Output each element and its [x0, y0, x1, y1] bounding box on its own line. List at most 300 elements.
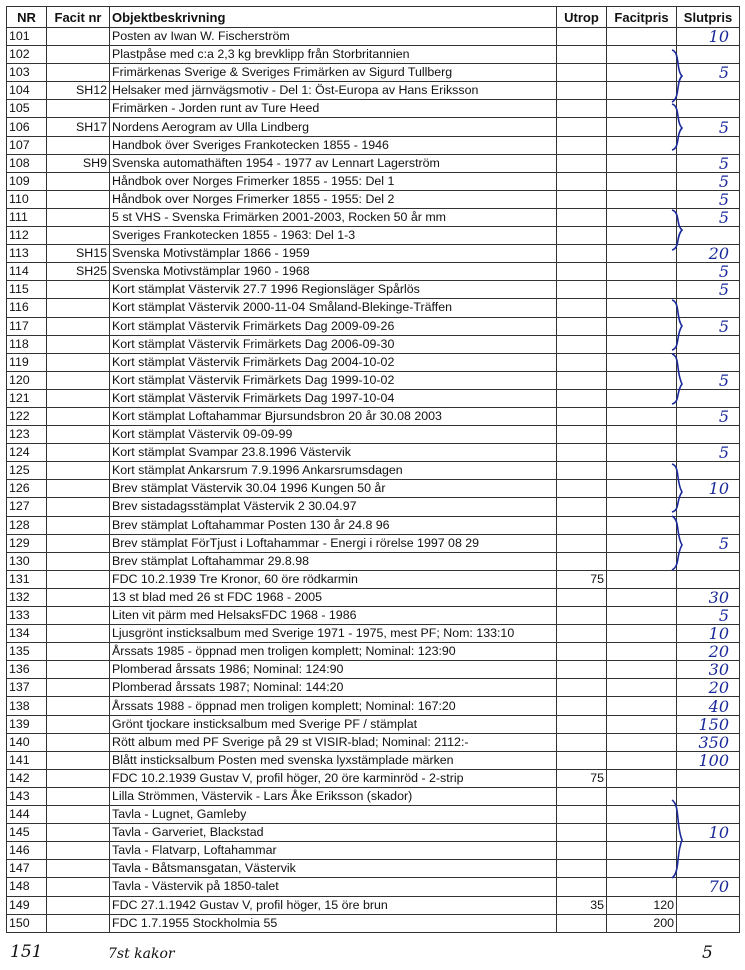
- cell-utrop: 75: [557, 769, 607, 787]
- cell-utrop: [557, 389, 607, 407]
- cell-objektbeskrivning: Svenska Motivstämplar 1866 - 1959: [110, 245, 557, 263]
- header-nr: NR: [7, 7, 47, 28]
- table-row: [7, 245, 740, 263]
- cell-facit-nr: [47, 28, 110, 46]
- cell-slutpris: 5: [677, 371, 740, 389]
- cell-facitpris: [607, 136, 677, 154]
- cell-facit-nr: [47, 208, 110, 226]
- cell-slutpris: 5: [677, 172, 740, 190]
- footer-lot-number: 151: [10, 942, 43, 962]
- cell-utrop: [557, 534, 607, 552]
- cell-objektbeskrivning: Tavla - Garveriet, Blackstad: [110, 824, 557, 842]
- cell-facitpris: [607, 426, 677, 444]
- cell-objektbeskrivning: Helsaker med järnvägsmotiv - Del 1: Öst-Europa av Hans Eriksson: [110, 82, 557, 100]
- cell-objektbeskrivning: Brev stämplat Västervik 30.04 1996 Kungen 50 år: [110, 480, 557, 498]
- table-row: [7, 407, 740, 425]
- cell-facitpris: [607, 245, 677, 263]
- cell-objektbeskrivning: Grönt tjockare insticksalbum med Sverige PF / stämplat: [110, 715, 557, 733]
- table-row: [7, 208, 740, 226]
- cell-utrop: [557, 751, 607, 769]
- cell-facit-nr: [47, 806, 110, 824]
- cell-slutpris: 5: [677, 281, 740, 299]
- cell-facit-nr: [47, 100, 110, 118]
- cell-slutpris: 5: [677, 190, 740, 208]
- table-row: [7, 625, 740, 643]
- table-row: [7, 28, 740, 46]
- cell-nr: 101: [7, 28, 47, 46]
- table-row: [7, 914, 740, 932]
- cell-utrop: [557, 100, 607, 118]
- cell-facit-nr: [47, 824, 110, 842]
- cell-objektbeskrivning: Rött album med PF Sverige på 29 st VISIR-blad; Nominal: 2112:-: [110, 733, 557, 751]
- cell-utrop: [557, 860, 607, 878]
- cell-slutpris: [677, 860, 740, 878]
- cell-nr: 114: [7, 263, 47, 281]
- cell-facit-nr: [47, 317, 110, 335]
- cell-slutpris: 100: [677, 751, 740, 769]
- cell-slutpris: 5: [677, 154, 740, 172]
- cell-objektbeskrivning: Kort stämplat Västervik Frimärkets Dag 2006-09-30: [110, 335, 557, 353]
- table-row: [7, 733, 740, 751]
- table-row: [7, 227, 740, 245]
- cell-slutpris: [677, 552, 740, 570]
- cell-facit-nr: [47, 299, 110, 317]
- cell-objektbeskrivning: Lilla Strömmen, Västervik - Lars Åke Eriksson (skador): [110, 787, 557, 805]
- cell-facitpris: [607, 498, 677, 516]
- cell-slutpris: 30: [677, 588, 740, 606]
- cell-facit-nr: [47, 335, 110, 353]
- cell-nr: 112: [7, 227, 47, 245]
- cell-slutpris: 5: [677, 317, 740, 335]
- cell-utrop: [557, 733, 607, 751]
- cell-facitpris: [607, 28, 677, 46]
- table-row: [7, 679, 740, 697]
- cell-nr: 130: [7, 552, 47, 570]
- table-row: [7, 444, 740, 462]
- table-row: [7, 100, 740, 118]
- cell-facitpris: [607, 281, 677, 299]
- cell-facitpris: [607, 335, 677, 353]
- table-row: [7, 426, 740, 444]
- cell-facit-nr: [47, 878, 110, 896]
- cell-facitpris: [607, 824, 677, 842]
- cell-facit-nr: [47, 733, 110, 751]
- cell-facitpris: [607, 299, 677, 317]
- cell-slutpris: 40: [677, 697, 740, 715]
- cell-facitpris: [607, 733, 677, 751]
- cell-facitpris: 120: [607, 896, 677, 914]
- cell-nr: 110: [7, 190, 47, 208]
- cell-facitpris: [607, 769, 677, 787]
- cell-nr: 149: [7, 896, 47, 914]
- cell-facitpris: [607, 100, 677, 118]
- cell-facit-nr: [47, 46, 110, 64]
- cell-facitpris: [607, 462, 677, 480]
- cell-nr: 104: [7, 82, 47, 100]
- cell-utrop: [557, 824, 607, 842]
- cell-nr: 118: [7, 335, 47, 353]
- table-row: [7, 715, 740, 733]
- cell-facitpris: [607, 860, 677, 878]
- cell-utrop: [557, 516, 607, 534]
- cell-facitpris: 200: [607, 914, 677, 932]
- cell-facitpris: [607, 552, 677, 570]
- cell-objektbeskrivning: Årssats 1988 - öppnad men troligen komplett; Nominal: 167:20: [110, 697, 557, 715]
- cell-slutpris: [677, 896, 740, 914]
- cell-slutpris: 5: [677, 208, 740, 226]
- cell-utrop: [557, 878, 607, 896]
- cell-nr: 103: [7, 64, 47, 82]
- cell-facit-nr: [47, 715, 110, 733]
- cell-utrop: 35: [557, 896, 607, 914]
- cell-slutpris: [677, 299, 740, 317]
- cell-utrop: [557, 679, 607, 697]
- cell-slutpris: [677, 100, 740, 118]
- table-row: [7, 552, 740, 570]
- cell-nr: 109: [7, 172, 47, 190]
- cell-utrop: [557, 552, 607, 570]
- cell-objektbeskrivning: Tavla - Lugnet, Gamleby: [110, 806, 557, 824]
- cell-utrop: [557, 353, 607, 371]
- cell-nr: 126: [7, 480, 47, 498]
- cell-facitpris: [607, 480, 677, 498]
- cell-slutpris: [677, 498, 740, 516]
- cell-nr: 146: [7, 842, 47, 860]
- cell-facitpris: [607, 190, 677, 208]
- cell-slutpris: [677, 389, 740, 407]
- cell-nr: 131: [7, 570, 47, 588]
- cell-facit-nr: [47, 787, 110, 805]
- cell-objektbeskrivning: Kort stämplat Västervik Frimärkets Dag 1997-10-04: [110, 389, 557, 407]
- cell-facit-nr: [47, 190, 110, 208]
- cell-facit-nr: [47, 407, 110, 425]
- table-row: [7, 281, 740, 299]
- cell-utrop: [557, 625, 607, 643]
- cell-facit-nr: [47, 679, 110, 697]
- cell-utrop: [557, 118, 607, 136]
- cell-objektbeskrivning: Blått insticksalbum Posten med svenska lyxstämplade märken: [110, 751, 557, 769]
- cell-utrop: [557, 64, 607, 82]
- cell-facitpris: [607, 407, 677, 425]
- cell-facit-nr: [47, 498, 110, 516]
- cell-nr: 137: [7, 679, 47, 697]
- cell-nr: 116: [7, 299, 47, 317]
- cell-utrop: [557, 227, 607, 245]
- cell-utrop: [557, 299, 607, 317]
- cell-nr: 134: [7, 625, 47, 643]
- cell-nr: 115: [7, 281, 47, 299]
- table-row: [7, 534, 740, 552]
- cell-objektbeskrivning: Kort stämplat Västervik Frimärkets Dag 2009-09-26: [110, 317, 557, 335]
- cell-facit-nr: [47, 842, 110, 860]
- cell-facit-nr: [47, 389, 110, 407]
- table-row: [7, 353, 740, 371]
- table-row: [7, 824, 740, 842]
- cell-slutpris: 10: [677, 625, 740, 643]
- table-row: [7, 118, 740, 136]
- cell-facitpris: [607, 842, 677, 860]
- cell-objektbeskrivning: Kort stämplat Västervik 09-09-99: [110, 426, 557, 444]
- header-facitpris: Facitpris: [607, 7, 677, 28]
- cell-facit-nr: SH25: [47, 263, 110, 281]
- cell-utrop: [557, 335, 607, 353]
- cell-objektbeskrivning: Brev stämplat Loftahammar 29.8.98: [110, 552, 557, 570]
- cell-facitpris: [607, 371, 677, 389]
- cell-utrop: [557, 190, 607, 208]
- cell-slutpris: 10: [677, 824, 740, 842]
- cell-facitpris: [607, 389, 677, 407]
- cell-facitpris: [607, 353, 677, 371]
- cell-slutpris: 70: [677, 878, 740, 896]
- table-row: [7, 588, 740, 606]
- table-row: [7, 516, 740, 534]
- cell-utrop: [557, 498, 607, 516]
- cell-objektbeskrivning: 5 st VHS - Svenska Frimärken 2001-2003, Rocken 50 år mm: [110, 208, 557, 226]
- cell-slutpris: [677, 46, 740, 64]
- cell-slutpris: 150: [677, 715, 740, 733]
- header-objektbeskrivning: Objektbeskrivning: [110, 7, 557, 28]
- cell-objektbeskrivning: Brev sistadagsstämplat Västervik 2 30.04.97: [110, 498, 557, 516]
- table-row: [7, 172, 740, 190]
- cell-slutpris: 10: [677, 28, 740, 46]
- cell-nr: 142: [7, 769, 47, 787]
- table-row: [7, 607, 740, 625]
- cell-utrop: [557, 643, 607, 661]
- table-row: [7, 806, 740, 824]
- cell-slutpris: 20: [677, 679, 740, 697]
- cell-utrop: [557, 172, 607, 190]
- cell-slutpris: [677, 787, 740, 805]
- table-row: [7, 299, 740, 317]
- cell-slutpris: 5: [677, 607, 740, 625]
- table-row: [7, 842, 740, 860]
- cell-facit-nr: [47, 444, 110, 462]
- cell-facitpris: [607, 172, 677, 190]
- cell-facitpris: [607, 878, 677, 896]
- cell-objektbeskrivning: Plomberad årssats 1987; Nominal: 144:20: [110, 679, 557, 697]
- cell-slutpris: 20: [677, 643, 740, 661]
- table-row: [7, 769, 740, 787]
- table-row: [7, 317, 740, 335]
- cell-utrop: [557, 444, 607, 462]
- cell-utrop: [557, 697, 607, 715]
- cell-slutpris: [677, 914, 740, 932]
- table-row: [7, 878, 740, 896]
- cell-slutpris: 5: [677, 118, 740, 136]
- cell-slutpris: [677, 462, 740, 480]
- cell-objektbeskrivning: Svenska automathäften 1954 - 1977 av Lennart Lagerström: [110, 154, 557, 172]
- cell-facitpris: [607, 588, 677, 606]
- cell-facitpris: [607, 46, 677, 64]
- cell-nr: 121: [7, 389, 47, 407]
- table-row: [7, 335, 740, 353]
- table-row: [7, 896, 740, 914]
- cell-facit-nr: [47, 227, 110, 245]
- cell-slutpris: 5: [677, 64, 740, 82]
- table-row: [7, 82, 740, 100]
- cell-objektbeskrivning: Kort stämplat Västervik Frimärkets Dag 2004-10-02: [110, 353, 557, 371]
- cell-slutpris: [677, 806, 740, 824]
- cell-slutpris: [677, 516, 740, 534]
- cell-slutpris: [677, 353, 740, 371]
- cell-facit-nr: [47, 751, 110, 769]
- cell-facitpris: [607, 679, 677, 697]
- cell-slutpris: [677, 82, 740, 100]
- cell-objektbeskrivning: Kort stämplat Svampar 23.8.1996 Västervik: [110, 444, 557, 462]
- cell-nr: 117: [7, 317, 47, 335]
- cell-objektbeskrivning: Ljusgrönt insticksalbum med Sverige 1971 - 1975, mest PF; Nom: 133:10: [110, 625, 557, 643]
- handwritten-footer: [0, 940, 745, 968]
- cell-objektbeskrivning: FDC 27.1.1942 Gustav V, profil höger, 15 öre brun: [110, 896, 557, 914]
- cell-facit-nr: SH12: [47, 82, 110, 100]
- cell-nr: 122: [7, 407, 47, 425]
- cell-nr: 111: [7, 208, 47, 226]
- header-row: [7, 7, 740, 28]
- cell-utrop: [557, 46, 607, 64]
- table-row: [7, 480, 740, 498]
- cell-nr: 138: [7, 697, 47, 715]
- cell-utrop: [557, 317, 607, 335]
- cell-facit-nr: [47, 480, 110, 498]
- cell-nr: 119: [7, 353, 47, 371]
- cell-facit-nr: [47, 769, 110, 787]
- cell-facit-nr: [47, 552, 110, 570]
- cell-utrop: [557, 154, 607, 172]
- cell-nr: 120: [7, 371, 47, 389]
- cell-slutpris: 5: [677, 534, 740, 552]
- cell-facitpris: [607, 64, 677, 82]
- cell-objektbeskrivning: Årssats 1985 - öppnad men troligen komplett; Nominal: 123:90: [110, 643, 557, 661]
- cell-objektbeskrivning: Handbok över Sveriges Frankotecken 1855 - 1946: [110, 136, 557, 154]
- cell-facitpris: [607, 263, 677, 281]
- cell-nr: 140: [7, 733, 47, 751]
- table-row: [7, 371, 740, 389]
- cell-facitpris: [607, 661, 677, 679]
- table-row: [7, 697, 740, 715]
- cell-utrop: [557, 787, 607, 805]
- cell-objektbeskrivning: Frimärken - Jorden runt av Ture Heed: [110, 100, 557, 118]
- cell-objektbeskrivning: Kort stämplat Ankarsrum 7.9.1996 Ankarsrumsdagen: [110, 462, 557, 480]
- cell-facitpris: [607, 806, 677, 824]
- cell-objektbeskrivning: Plastpåse med c:a 2,3 kg brevklipp från Storbritannien: [110, 46, 557, 64]
- cell-objektbeskrivning: Nordens Aerogram av Ulla Lindberg: [110, 118, 557, 136]
- cell-nr: 106: [7, 118, 47, 136]
- cell-objektbeskrivning: Tavla - Västervik på 1850-talet: [110, 878, 557, 896]
- table-row: [7, 860, 740, 878]
- cell-objektbeskrivning: Liten vit pärm med HelsaksFDC 1968 - 1986: [110, 607, 557, 625]
- header-slutpris: Slutpris: [677, 7, 740, 28]
- table-row: [7, 190, 740, 208]
- cell-objektbeskrivning: FDC 10.2.1939 Gustav V, profil höger, 20 öre karminröd - 2-strip: [110, 769, 557, 787]
- cell-facit-nr: [47, 860, 110, 878]
- cell-utrop: [557, 82, 607, 100]
- footer-final-price: 5: [702, 943, 713, 963]
- cell-facit-nr: [47, 643, 110, 661]
- cell-utrop: [557, 715, 607, 733]
- cell-facit-nr: [47, 914, 110, 932]
- cell-slutpris: [677, 769, 740, 787]
- header-utrop: Utrop: [557, 7, 607, 28]
- cell-slutpris: 10: [677, 480, 740, 498]
- cell-objektbeskrivning: 13 st blad med 26 st FDC 1968 - 2005: [110, 588, 557, 606]
- cell-nr: 128: [7, 516, 47, 534]
- cell-facitpris: [607, 118, 677, 136]
- cell-utrop: [557, 245, 607, 263]
- cell-facitpris: [607, 154, 677, 172]
- cell-utrop: [557, 407, 607, 425]
- cell-slutpris: [677, 335, 740, 353]
- table-row: [7, 498, 740, 516]
- cell-utrop: [557, 462, 607, 480]
- table-row: [7, 154, 740, 172]
- cell-objektbeskrivning: Håndbok over Norges Frimerker 1855 - 1955: Del 1: [110, 172, 557, 190]
- cell-slutpris: [677, 136, 740, 154]
- cell-facitpris: [607, 570, 677, 588]
- cell-nr: 124: [7, 444, 47, 462]
- cell-utrop: [557, 426, 607, 444]
- cell-utrop: [557, 371, 607, 389]
- cell-utrop: [557, 480, 607, 498]
- cell-facit-nr: [47, 516, 110, 534]
- cell-slutpris: [677, 227, 740, 245]
- cell-slutpris: 5: [677, 407, 740, 425]
- cell-facitpris: [607, 715, 677, 733]
- cell-facit-nr: SH17: [47, 118, 110, 136]
- cell-facitpris: [607, 208, 677, 226]
- cell-slutpris: 20: [677, 245, 740, 263]
- cell-nr: 132: [7, 588, 47, 606]
- table-row: [7, 64, 740, 82]
- cell-objektbeskrivning: Håndbok over Norges Frimerker 1855 - 1955: Del 2: [110, 190, 557, 208]
- cell-utrop: [557, 588, 607, 606]
- cell-nr: 133: [7, 607, 47, 625]
- cell-slutpris: 5: [677, 444, 740, 462]
- cell-objektbeskrivning: Kort stämplat Västervik 27.7 1996 Regionsläger Spårlös: [110, 281, 557, 299]
- cell-nr: 127: [7, 498, 47, 516]
- cell-objektbeskrivning: FDC 1.7.1955 Stockholmia 55: [110, 914, 557, 932]
- cell-nr: 123: [7, 426, 47, 444]
- cell-objektbeskrivning: Kort stämplat Västervik Frimärkets Dag 1999-10-02: [110, 371, 557, 389]
- cell-facit-nr: [47, 172, 110, 190]
- cell-nr: 141: [7, 751, 47, 769]
- cell-utrop: 75: [557, 570, 607, 588]
- cell-facitpris: [607, 697, 677, 715]
- cell-nr: 150: [7, 914, 47, 932]
- cell-utrop: [557, 661, 607, 679]
- cell-facitpris: [607, 534, 677, 552]
- cell-slutpris: 350: [677, 733, 740, 751]
- cell-nr: 108: [7, 154, 47, 172]
- cell-facitpris: [607, 643, 677, 661]
- cell-nr: 129: [7, 534, 47, 552]
- cell-facit-nr: [47, 281, 110, 299]
- cell-nr: 147: [7, 860, 47, 878]
- cell-facit-nr: SH9: [47, 154, 110, 172]
- cell-objektbeskrivning: Tavla - Flatvarp, Loftahammar: [110, 842, 557, 860]
- cell-facit-nr: [47, 607, 110, 625]
- cell-objektbeskrivning: Posten av Iwan W. Fischerström: [110, 28, 557, 46]
- cell-objektbeskrivning: Kort stämplat Loftahammar Bjursundsbron 20 år 30.08 2003: [110, 407, 557, 425]
- cell-objektbeskrivning: Brev stämplat FörTjust i Loftahammar - Energi i rörelse 1997 08 29: [110, 534, 557, 552]
- cell-facit-nr: [47, 353, 110, 371]
- cell-nr: 136: [7, 661, 47, 679]
- cell-slutpris: 30: [677, 661, 740, 679]
- cell-nr: 125: [7, 462, 47, 480]
- cell-nr: 102: [7, 46, 47, 64]
- cell-slutpris: [677, 570, 740, 588]
- cell-facit-nr: [47, 136, 110, 154]
- table-row: [7, 462, 740, 480]
